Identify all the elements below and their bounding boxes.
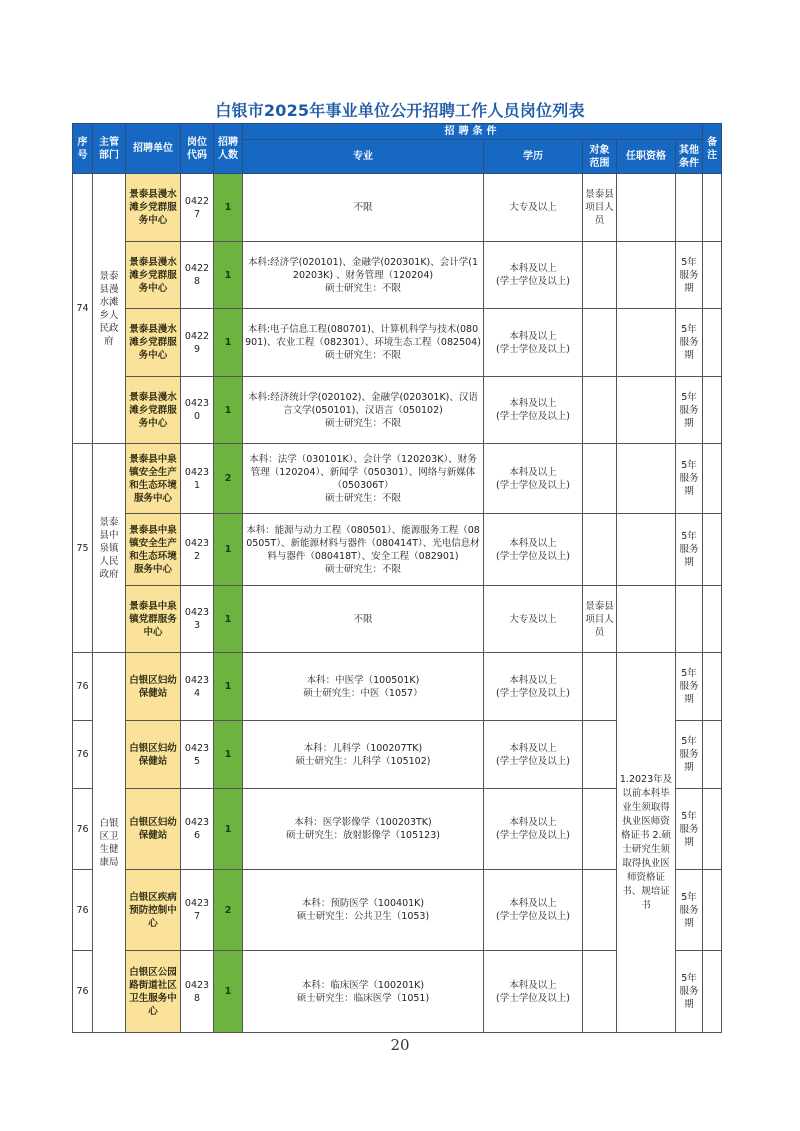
header-major: 专业 bbox=[243, 140, 484, 174]
major-cell: 本科:电子信息工程(080701)、计算机科学与技术(080901)、农业工程（082301）、环境生态工程（082504) 硕士研究生：不限 bbox=[243, 309, 484, 377]
dept-cell: 白银区卫生健康局 bbox=[93, 653, 126, 1033]
major-cell: 不限 bbox=[243, 586, 484, 653]
major-cell: 本科：能源与动力工程（080501）、能源服务工程（080505T）、新能源材料与器件（080414T）、光电信息材料与器件（080418T）、安全工程（082901) 硕士研究生：不限 bbox=[243, 514, 484, 586]
table-row bbox=[73, 653, 722, 721]
seq-cell: 76 bbox=[73, 653, 93, 721]
remark-cell bbox=[703, 514, 722, 586]
target-cell bbox=[583, 721, 617, 789]
qualification-cell bbox=[617, 514, 676, 586]
header-target: 对象范围 bbox=[583, 140, 617, 174]
seq-cell: 76 bbox=[73, 721, 93, 789]
major-cell: 本科：临床医学（100201K) 硕士研究生：临床医学（1051) bbox=[243, 951, 484, 1033]
remark-cell bbox=[703, 951, 722, 1033]
code-cell: 04238 bbox=[181, 951, 214, 1033]
other-cell: 5年服务期 bbox=[676, 789, 703, 870]
unit-cell: 景泰县中泉镇安全生产和生态环境服务中心 bbox=[126, 444, 181, 514]
code-cell: 04233 bbox=[181, 586, 214, 653]
page-title: 白银市2025年事业单位公开招聘工作人员岗位列表 bbox=[215, 101, 585, 120]
count-cell: 2 bbox=[214, 444, 243, 514]
unit-cell: 白银区疾病预防控制中心 bbox=[126, 870, 181, 951]
count-cell: 1 bbox=[214, 653, 243, 721]
seq-cell: 74 bbox=[73, 174, 93, 444]
unit-cell: 白银区公园路街道社区卫生服务中心 bbox=[126, 951, 181, 1033]
table-row bbox=[73, 309, 722, 377]
remark-cell bbox=[703, 721, 722, 789]
remark-cell bbox=[703, 586, 722, 653]
education-cell: 本科及以上 (学士学位及以上) bbox=[484, 377, 583, 444]
count-cell: 1 bbox=[214, 174, 243, 242]
count-cell: 1 bbox=[214, 309, 243, 377]
other-cell bbox=[676, 174, 703, 242]
dept-cell: 景泰县漫水滩乡人民政府 bbox=[93, 174, 126, 444]
other-cell bbox=[676, 586, 703, 653]
header-education: 学历 bbox=[484, 140, 583, 174]
major-cell: 本科:经济统计学(020102)、金融学(020301K)、汉语言文学(050101)、汉语言（050102) 硕士研究生：不限 bbox=[243, 377, 484, 444]
unit-cell: 景泰县漫水滩乡党群服务中心 bbox=[126, 174, 181, 242]
header-count: 招聘人数 bbox=[214, 124, 243, 174]
remark-cell bbox=[703, 870, 722, 951]
education-cell: 本科及以上 (学士学位及以上) bbox=[484, 870, 583, 951]
qualification-cell bbox=[617, 444, 676, 514]
target-cell bbox=[583, 242, 617, 309]
table-row bbox=[73, 242, 722, 309]
header-conditions: 招聘条件 bbox=[243, 124, 703, 140]
major-cell: 本科：预防医学（100401K) 硕士研究生：公共卫生（1053) bbox=[243, 870, 484, 951]
seq-cell: 76 bbox=[73, 870, 93, 951]
count-cell: 1 bbox=[214, 789, 243, 870]
qualification-cell bbox=[617, 174, 676, 242]
page-number: 20 bbox=[390, 1036, 410, 1054]
remark-cell bbox=[703, 444, 722, 514]
other-cell: 5年服务期 bbox=[676, 870, 703, 951]
table-row bbox=[73, 377, 722, 444]
seq-cell: 76 bbox=[73, 951, 93, 1033]
target-cell bbox=[583, 444, 617, 514]
remark-cell bbox=[703, 789, 722, 870]
unit-cell: 景泰县中泉镇安全生产和生态环境服务中心 bbox=[126, 514, 181, 586]
target-cell bbox=[583, 789, 617, 870]
count-cell: 1 bbox=[214, 377, 243, 444]
other-cell: 5年服务期 bbox=[676, 514, 703, 586]
header-row-1 bbox=[73, 124, 722, 140]
remark-cell bbox=[703, 377, 722, 444]
header-remark: 备注 bbox=[703, 124, 722, 174]
other-cell: 5年服务期 bbox=[676, 377, 703, 444]
unit-cell: 白银区妇幼保健站 bbox=[126, 721, 181, 789]
code-cell: 04236 bbox=[181, 789, 214, 870]
education-cell: 本科及以上 (学士学位及以上) bbox=[484, 789, 583, 870]
positions-table bbox=[72, 123, 722, 1033]
count-cell: 1 bbox=[214, 242, 243, 309]
education-cell: 本科及以上 (学士学位及以上) bbox=[484, 242, 583, 309]
other-cell: 5年服务期 bbox=[676, 242, 703, 309]
remark-cell bbox=[703, 174, 722, 242]
code-cell: 04234 bbox=[181, 653, 214, 721]
major-cell: 本科:经济学(020101)、金融学(020301K)、会计学(120203K) 、财务管理（120204) 硕士研究生：不限 bbox=[243, 242, 484, 309]
unit-cell: 景泰县漫水滩乡党群服务中心 bbox=[126, 377, 181, 444]
major-cell: 本科：医学影像学（100203TK) 硕士研究生：放射影像学（105123) bbox=[243, 789, 484, 870]
other-cell: 5年服务期 bbox=[676, 653, 703, 721]
unit-cell: 景泰县漫水滩乡党群服务中心 bbox=[126, 242, 181, 309]
seq-cell: 76 bbox=[73, 789, 93, 870]
other-cell: 5年服务期 bbox=[676, 309, 703, 377]
education-cell: 大专及以上 bbox=[484, 586, 583, 653]
table-row bbox=[73, 174, 722, 242]
education-cell: 本科及以上 (学士学位及以上) bbox=[484, 653, 583, 721]
education-cell: 本科及以上 (学士学位及以上) bbox=[484, 951, 583, 1033]
seq-cell: 75 bbox=[73, 444, 93, 653]
header-other: 其他条件 bbox=[676, 140, 703, 174]
education-cell: 本科及以上 (学士学位及以上) bbox=[484, 444, 583, 514]
other-cell: 5年服务期 bbox=[676, 721, 703, 789]
remark-cell bbox=[703, 653, 722, 721]
header-code: 岗位代码 bbox=[181, 124, 214, 174]
qualification-cell bbox=[617, 242, 676, 309]
header-qualification: 任职资格 bbox=[617, 140, 676, 174]
unit-cell: 白银区妇幼保健站 bbox=[126, 789, 181, 870]
education-cell: 本科及以上 (学士学位及以上) bbox=[484, 721, 583, 789]
code-cell: 04229 bbox=[181, 309, 214, 377]
target-cell: 景泰县项目人员 bbox=[583, 586, 617, 653]
count-cell: 1 bbox=[214, 721, 243, 789]
header-seq: 序号 bbox=[73, 124, 93, 174]
other-cell: 5年服务期 bbox=[676, 951, 703, 1033]
count-cell: 1 bbox=[214, 951, 243, 1033]
unit-cell: 白银区妇幼保健站 bbox=[126, 653, 181, 721]
table-row bbox=[73, 514, 722, 586]
education-cell: 本科及以上 (学士学位及以上) bbox=[484, 514, 583, 586]
dept-cell: 景泰县中泉镇人民政府 bbox=[93, 444, 126, 653]
unit-cell: 景泰县中泉镇党群服务中心 bbox=[126, 586, 181, 653]
remark-cell bbox=[703, 309, 722, 377]
target-cell bbox=[583, 309, 617, 377]
major-cell: 本科：中医学（100501K) 硕士研究生：中医（1057） bbox=[243, 653, 484, 721]
code-cell: 04237 bbox=[181, 870, 214, 951]
qualification-cell bbox=[617, 377, 676, 444]
target-cell bbox=[583, 951, 617, 1033]
major-cell: 不限 bbox=[243, 174, 484, 242]
count-cell: 1 bbox=[214, 586, 243, 653]
target-cell bbox=[583, 653, 617, 721]
header-dept: 主管部门 bbox=[93, 124, 126, 174]
target-cell: 景泰县项目人员 bbox=[583, 174, 617, 242]
unit-cell: 景泰县漫水滩乡党群服务中心 bbox=[126, 309, 181, 377]
code-cell: 04232 bbox=[181, 514, 214, 586]
code-cell: 04227 bbox=[181, 174, 214, 242]
table-row bbox=[73, 444, 722, 514]
target-cell bbox=[583, 870, 617, 951]
code-cell: 04230 bbox=[181, 377, 214, 444]
code-cell: 04228 bbox=[181, 242, 214, 309]
qualification-cell bbox=[617, 586, 676, 653]
major-cell: 本科：法学（030101K）、会计学（120203K）、财务管理（120204）、新闻学（050301）、网络与新媒体（050306T） 硕士研究生：不限 bbox=[243, 444, 484, 514]
other-cell: 5年服务期 bbox=[676, 444, 703, 514]
header-unit: 招聘单位 bbox=[126, 124, 181, 174]
qualification-cell: 1.2023年及以前本科毕业生须取得执业医师资格证书 2.硕士研究生须取得执业医师资格证书、规培证书 bbox=[617, 653, 676, 1033]
qualification-cell bbox=[617, 309, 676, 377]
remark-cell bbox=[703, 242, 722, 309]
target-cell bbox=[583, 377, 617, 444]
code-cell: 04231 bbox=[181, 444, 214, 514]
target-cell bbox=[583, 514, 617, 586]
table-row bbox=[73, 586, 722, 653]
education-cell: 大专及以上 bbox=[484, 174, 583, 242]
count-cell: 1 bbox=[214, 514, 243, 586]
major-cell: 本科：儿科学（100207TK) 硕士研究生：儿科学（105102) bbox=[243, 721, 484, 789]
code-cell: 04235 bbox=[181, 721, 214, 789]
count-cell: 2 bbox=[214, 870, 243, 951]
education-cell: 本科及以上 (学士学位及以上) bbox=[484, 309, 583, 377]
